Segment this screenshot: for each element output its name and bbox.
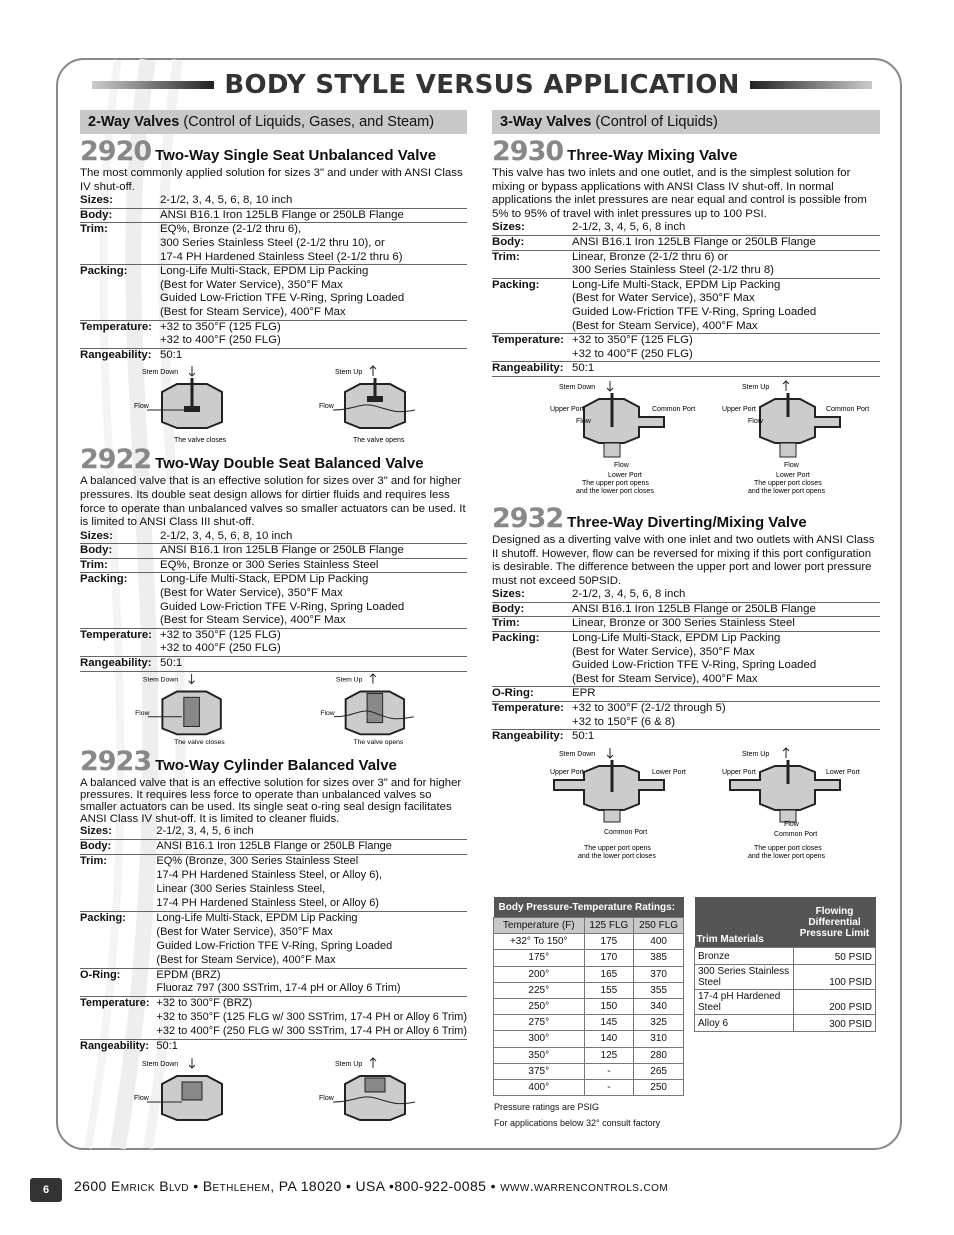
valve-diagram-stem-down: [92, 1054, 262, 1136]
svg-text:Stem Up: Stem Up: [335, 369, 363, 377]
svg-text:Flow: Flow: [319, 403, 335, 411]
three-way-column: [492, 110, 880, 860]
svg-text:Stem Down: Stem Down: [559, 750, 596, 758]
svg-text:Stem Up: Stem Up: [742, 750, 770, 758]
model-name: Two-Way Single Seat Unbalanced Valve: [155, 147, 437, 164]
model-2922-description: A balanced valve that is an effective solution for sizes over 3" and for higher pressures. Its double seat design allows for dirtier fluids and requires less force to operate than unbalanced valves so smaller actuators can be used. It is limited to ANSI Class III shut-off.: [80, 475, 466, 529]
table-row: +32° To 150° 175 400: [494, 934, 684, 950]
trim-materials-table: Trim Materials Flowing Differential Pressure Limit Bronze 50 PSID 300 Series Stainless Steel 100 PSID 17-4 pH Hardened Steel 200 PSID Alloy 6 300 PSID: [694, 897, 876, 1032]
model-name: Three-Way Mixing Valve: [567, 147, 738, 164]
model-name: Two-Way Cylinder Balanced Valve: [155, 756, 397, 774]
model-name: Three-Way Diverting/Mixing Valve: [567, 513, 807, 531]
svg-text:Stem Down: Stem Down: [559, 383, 596, 391]
svg-text:Stem Up: Stem Up: [742, 383, 770, 391]
model-2932-heading: [492, 502, 880, 534]
valve-diagram-stem-down: [92, 672, 262, 754]
table-row: 17-4 pH Hardened Steel 200 PSID: [695, 990, 876, 1015]
model-2930-diagrams: [492, 377, 880, 493]
table-row: 175° 170 385: [494, 950, 684, 966]
model-2920-heading: [80, 138, 467, 166]
valve-diagram-stem-down: [92, 362, 262, 444]
svg-text:and the lower port opens: and the lower port opens: [748, 852, 826, 860]
model-2923-description: A balanced valve that is an effective solution for sizes over 3" and for higher pressures. It requires less force to operate than unbalanced valves so smaller actuators can be used. Its single seat o-ring seal design facilitates ANSI Class IV shut-off. It is limited to cleaner fluids.: [80, 776, 462, 826]
table-row: 250° 150 340: [494, 998, 684, 1014]
pressure-table-title: Body Pressure-Temperature Ratings:: [494, 897, 684, 918]
svg-text:Flow: Flow: [133, 403, 149, 411]
svg-text:Lower Port: Lower Port: [608, 471, 642, 479]
svg-text:Stem Up: Stem Up: [335, 1060, 363, 1068]
model-number: 2930: [492, 136, 564, 167]
three-way-section-header: 3-Way Valves (Control of Liquids): [492, 110, 880, 134]
page-title: BODY STYLE VERSUS APPLICATION: [224, 70, 740, 100]
model-2922-diagrams: [80, 672, 467, 746]
valve-diagram-stem-up: [285, 362, 455, 444]
model-number: 2922: [80, 444, 152, 476]
svg-text:Lower Port: Lower Port: [826, 768, 860, 776]
three-way-diagram-stem-up: [698, 744, 868, 860]
model-name: Two-Way Double Seat Balanced Valve: [155, 455, 424, 473]
svg-text:Common Port: Common Port: [652, 405, 696, 413]
table-row: Alloy 6 300 PSID: [695, 1015, 876, 1032]
svg-text:Flow: Flow: [748, 417, 763, 425]
svg-text:Upper Port: Upper Port: [722, 405, 756, 413]
page-footer: [30, 1176, 930, 1202]
footer-address: 2600 Emrick Blvd • Bethlehem, PA 18020 • USA •800-922-0085 • www.warrencontrols.com: [74, 1178, 669, 1194]
two-way-column: [80, 110, 467, 1120]
model-2922-spec-table: Sizes: 2-1/2, 3, 4, 5, 6, 8, 10 inch Body: ANSI B16.1 Iron 125LB Flange or 250LB Flange Trim: EQ%, Bronze or 300 Series Stainless Steel Packing: Long-Life Multi-Stack, EPDM Lip Packing (Best for Water Service), 350°F Max Guided Low-Friction TFE V-Ring, Spring Loaded (Best for Steam Service), 400°F Max Temperature: +32 to 350°F (125 FLG) +32 to 400°F (250 FLG) Rangeability: 50:1: [80, 530, 467, 672]
svg-text:The valve closes: The valve closes: [173, 437, 226, 445]
temperature-note: For applications below 32° consult factory: [494, 1118, 661, 1128]
svg-text:The valve opens: The valve opens: [353, 437, 405, 445]
model-2930-spec-table: Sizes: 2-1/2, 3, 4, 5, 6, 8 inch Body: ANSI B16.1 Iron 125LB Flange or 250LB Flange Trim: Linear, Bronze (2-1/2 thru 6) or 300 Series Stainless Steel (2-1/2 thru 8) Packing: Long-Life Multi-Stack, EPDM Lip Packing (Best for Water Service), 350°F Max Guided Low-Friction TFE V-Ring, Spring Loaded (Best for Steam Service), 400°F Max Temperature: +32 to 350°F (125 FLG) +32 to 400°F (250 FLG) Rangeability: 50:1: [492, 221, 880, 377]
svg-text:The upper port opens: The upper port opens: [582, 479, 649, 487]
svg-text:and the lower port closes: and the lower port closes: [578, 852, 656, 860]
svg-text:Lower Port: Lower Port: [652, 768, 686, 776]
svg-text:Flow: Flow: [784, 820, 799, 828]
model-2920-diagrams: [80, 362, 467, 444]
svg-text:Common Port: Common Port: [774, 830, 818, 838]
svg-text:Upper Port: Upper Port: [550, 405, 584, 413]
three-way-diagram-stem-down: [504, 377, 696, 495]
svg-text:Flow: Flow: [784, 461, 799, 469]
model-2930-description: This valve has two inlets and one outlet, and is the simplest solution for mixing or bypass applications with ANSI Class IV shut-off. In normal applications the inlet pressures are near equal and control is possible from 5% to 95% of travel with inlet pressures up to 100 PSI.: [492, 167, 867, 220]
table-row: 225° 155 355: [494, 982, 684, 998]
svg-text:Flow: Flow: [320, 709, 335, 717]
svg-text:Flow: Flow: [576, 417, 591, 425]
model-2932-diagrams: [492, 744, 880, 860]
table-row: 200° 165 370: [494, 966, 684, 982]
svg-text:The upper port closes: The upper port closes: [754, 479, 822, 487]
model-2923-diagrams: [80, 1054, 467, 1120]
svg-text:Stem Down: Stem Down: [142, 676, 178, 684]
table-row: 400° - 250: [494, 1079, 684, 1095]
svg-text:Flow: Flow: [133, 1094, 149, 1102]
svg-text:Common Port: Common Port: [826, 405, 870, 413]
table-row: 300° 140 310: [494, 1031, 684, 1047]
svg-text:Common Port: Common Port: [604, 828, 648, 836]
table-row: 375° - 265: [494, 1063, 684, 1079]
model-2930-heading: [492, 138, 880, 166]
three-way-diagram-stem-down: [504, 744, 686, 860]
page-title-row: [62, 70, 892, 100]
pressure-note: Pressure ratings are PSIG: [494, 1102, 600, 1112]
three-way-diagram-stem-up: [698, 377, 868, 493]
svg-text:Stem Up: Stem Up: [336, 676, 363, 684]
svg-text:The upper port closes: The upper port closes: [754, 844, 822, 852]
pressure-temperature-table: Body Pressure-Temperature Ratings: Temperature (F) 125 FLG 250 FLG +32° To 150° 175 400 175° 170 385 200° 165 370 225° 155 355 250° 150 340 275° 145 325 300° 140 310 350° 125 280 375° - 265 400° - 250: [493, 897, 684, 1096]
model-number: 2923: [80, 745, 152, 777]
two-way-section-header: 2-Way Valves (Control of Liquids, Gases, and Steam): [80, 110, 467, 134]
title-bar-right: [750, 81, 872, 89]
model-2922-heading: [80, 446, 467, 474]
svg-text:The upper port opens: The upper port opens: [584, 844, 651, 852]
svg-text:and the lower port opens: and the lower port opens: [748, 487, 826, 495]
title-bar-left: [92, 81, 214, 89]
table-row: 300 Series Stainless Steel 100 PSID: [695, 965, 876, 990]
svg-text:The valve opens: The valve opens: [353, 738, 404, 746]
model-2932-description: Designed as a diverting valve with one inlet and two outlets with ANSI Class II shutoff. However, flow can be reversed for mixing if this port configuration is desirable. The difference between the upper port and lower port pressure must not exceed 50PSID.: [492, 533, 875, 587]
model-number: 2932: [492, 502, 564, 534]
valve-diagram-stem-up: [285, 1054, 455, 1136]
svg-text:Stem Down: Stem Down: [141, 369, 178, 377]
svg-text:Upper Port: Upper Port: [722, 768, 756, 776]
valve-diagram-stem-up: [285, 672, 455, 754]
table-row: Bronze 50 PSID: [695, 948, 876, 965]
table-row: 350° 125 280: [494, 1047, 684, 1063]
svg-text:Flow: Flow: [614, 461, 629, 469]
svg-text:The valve closes: The valve closes: [173, 738, 225, 746]
svg-text:Flow: Flow: [134, 709, 150, 717]
svg-text:Stem Down: Stem Down: [141, 1060, 178, 1068]
page-number: 6: [30, 1178, 62, 1202]
model-2923-spec-table: Sizes: 2-1/2, 3, 4, 5, 6 inch Body: ANSI B16.1 Iron 125LB Flange or 250LB Flange Trim: EQ% (Bronze, 300 Series Stainless Steel 17-4 PH Hardened Stainless Steel, or Alloy 6), Linear (300 Series Stainless Steel, 17-4 PH Hardened Stainless Steel, or Alloy 6) Packing: Long-Life Multi-Stack, EPDM Lip Packing (Best for Water Service), 350°F Max Guided Low-Friction TFE V-Ring, Spring Loaded (Best for Steam Service), 400°F Max O-Ring: EPDM (BRZ) Fluoraz 797 (300 SSTrim, 17-4 pH or Alloy 6 Trim) Temperature: +32 to 300°F (BRZ) +32 to 350°F (125 FLG w/ 300 SSTrim, 17-4 PH or Alloy 6 Trim) +32 to 400°F (250 FLG w/ 300 SSTrim, 17-4 PH or Alloy 6 Trim) Rangeability: 50:1: [80, 825, 467, 1053]
model-number: 2920: [80, 136, 152, 167]
svg-text:Upper Port: Upper Port: [550, 768, 584, 776]
model-2920-spec-table: Sizes: 2-1/2, 3, 4, 5, 6, 8, 10 inch Body: ANSI B16.1 Iron 125LB Flange or 250LB Flange Trim: EQ%, Bronze (2-1/2 thru 6), 300 Series Stainless Steel (2-1/2 thru 10), or 17-4 PH Hardened Stainless Steel (2-1/2 thru 6) Packing: Long-Life Multi-Stack, EPDM Lip Packing (Best for Water Service), 350°F Max Guided Low-Friction TFE V-Ring, Spring Loaded (Best for Steam Service), 400°F Max Temperature: +32 to 350°F (125 FLG) +32 to 400°F (250 FLG) Rangeability: 50:1: [80, 194, 467, 362]
model-2932-spec-table: Sizes: 2-1/2, 3, 4, 5, 6, 8 inch Body: ANSI B16.1 Iron 125LB Flange or 250LB Flange Trim: Linear, Bronze or 300 Series Stainless Steel Packing: Long-Life Multi-Stack, EPDM Lip Packing (Best for Water Service), 350°F Max Guided Low-Friction TFE V-Ring, Spring Loaded (Best for Steam Service), 400°F Max O-Ring: EPR Temperature: +32 to 300°F (2-1/2 through 5) +32 to 150°F (6 & 8) Rangeability: 50:1: [492, 588, 880, 744]
svg-text:Flow: Flow: [319, 1094, 335, 1102]
model-2920-description: The most commonly applied solution for sizes 3" and under with ANSI Class IV shut-off.: [80, 167, 463, 193]
table-row: 275° 145 325: [494, 1015, 684, 1031]
svg-text:Lower Port: Lower Port: [776, 471, 810, 479]
svg-text:and the lower port closes: and the lower port closes: [576, 487, 654, 495]
